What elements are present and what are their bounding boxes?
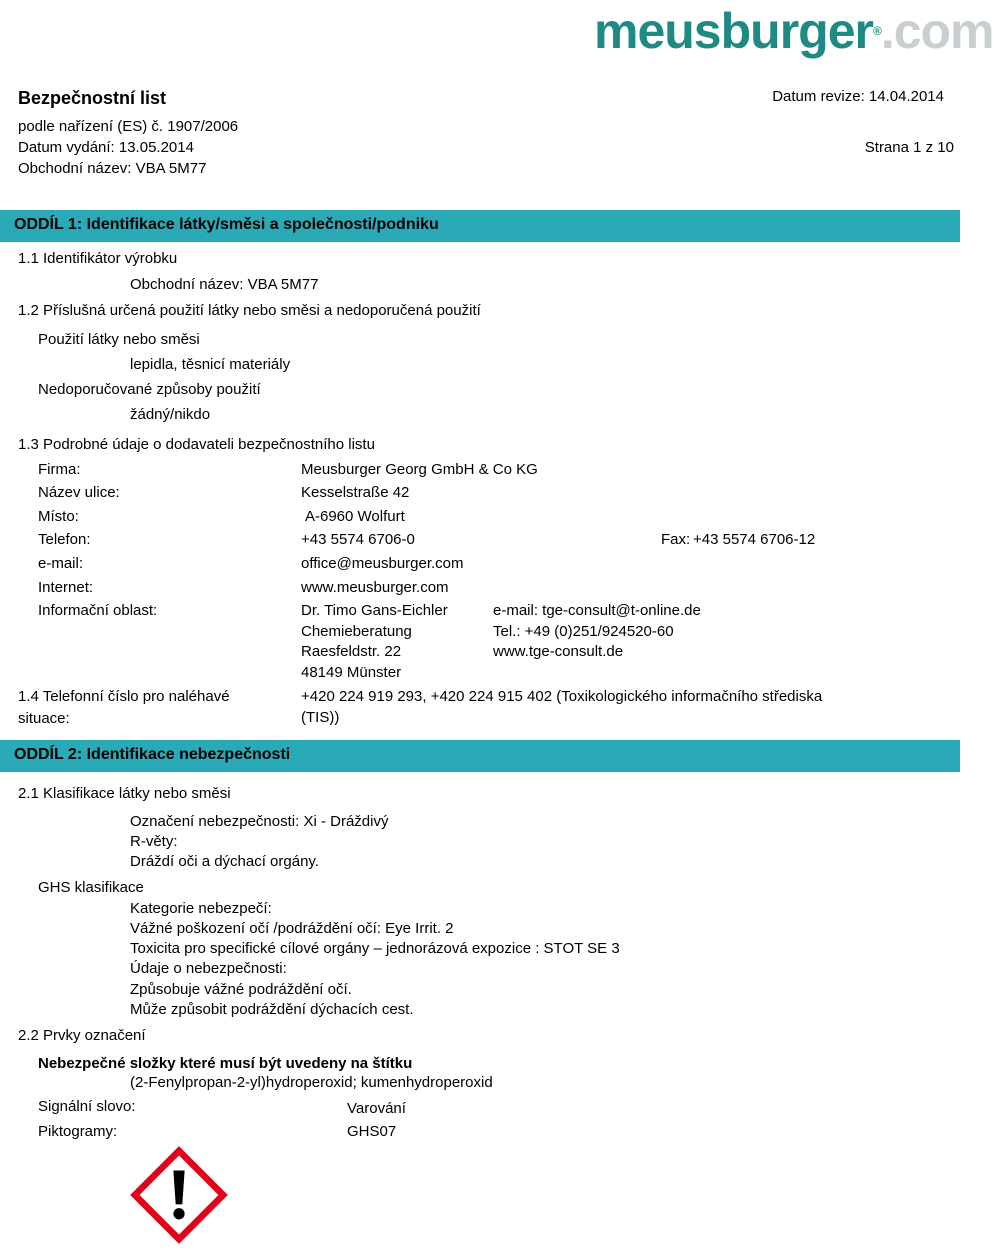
pictogram-label: Piktogramy:	[38, 1123, 118, 1140]
s14-title-line2: situace:	[18, 710, 70, 727]
ghs-line-3: Toxicita pro specifické cílové orgány – jednorázová expozice : STOT SE 3	[130, 940, 620, 957]
signal-word-value: Varování	[347, 1100, 406, 1117]
email-label: e-mail:	[38, 555, 84, 572]
firma-value: Meusburger Georg GmbH & Co KG	[301, 461, 538, 478]
info-contact-street: Raesfeldstr. 22	[301, 643, 402, 660]
info-contact-email: e-mail: tge-consult@t-online.de	[493, 602, 701, 619]
s11-trade-name: Obchodní název: VBA 5M77	[130, 276, 319, 293]
internet-label: Internet:	[38, 579, 94, 596]
info-contact-city: 48149 Münster	[301, 664, 402, 681]
r-phrase: Dráždí oči a dýchací orgány.	[130, 853, 319, 870]
s11-title: 1.1 Identifikátor výrobku	[18, 250, 178, 267]
use-label: Použití látky nebo směsi	[38, 331, 200, 348]
regulation-reference: podle nařízení (ES) č. 1907/2006	[18, 118, 239, 135]
ghs-line-4: Údaje o nebezpečnosti:	[130, 960, 287, 977]
phone-value: +43 5574 6706-0	[301, 531, 415, 548]
exclamation-mark-diamond-icon	[132, 1148, 226, 1242]
issue-date: Datum vydání: 13.05.2014	[18, 139, 194, 156]
s12-title: 1.2 Příslušná určená použití látky nebo směsi a nedoporučená použití	[18, 302, 481, 319]
ghs-line-6: Může způsobit podráždění dýchacích cest.	[130, 1001, 414, 1018]
pictogram-value: GHS07	[347, 1123, 397, 1140]
ghs-line-2: Vážné poškození očí /podráždění očí: Eye Irrit. 2	[130, 920, 454, 937]
r-phrases-label: R-věty:	[130, 833, 178, 850]
dangerous-components-label: Nebezpečné složky které musí být uvedeny na štítku	[38, 1055, 413, 1072]
document-title: Bezpečnostní list	[18, 88, 167, 108]
revision-date: Datum revize: 14.04.2014	[772, 88, 944, 105]
section-1-bar	[0, 210, 960, 242]
ghs-line-5: Způsobuje vážné podráždění očí.	[130, 981, 352, 998]
info-contact-web: www.tge-consult.de	[493, 643, 624, 660]
signal-word-label: Signální slovo:	[38, 1098, 136, 1115]
s14-value-line1: +420 224 919 293, +420 224 915 402 (Toxikologického informačního střediska	[301, 688, 823, 705]
section-2-bar	[0, 740, 960, 772]
page-number: Strana 1 z 10	[864, 139, 954, 156]
section-1-heading: ODDÍL 1: Identifikace látky/směsi a společnosti/podniku	[14, 216, 439, 233]
place-label: Místo:	[38, 508, 79, 525]
ghs-label: GHS klasifikace	[38, 879, 144, 896]
misuse-value: žádný/nikdo	[130, 406, 211, 423]
s21-title: 2.1 Klasifikace látky nebo směsi	[18, 785, 231, 802]
internet-value: www.meusburger.com	[301, 579, 449, 596]
firma-label: Firma:	[38, 461, 81, 478]
info-label: Informační oblast:	[38, 602, 158, 619]
info-contact-company: Chemieberatung	[301, 623, 412, 640]
misuse-label: Nedoporučované způsoby použití	[38, 381, 261, 398]
phone-label: Telefon:	[38, 531, 91, 548]
fax-value: +43 5574 6706-12	[693, 531, 816, 548]
street-label: Název ulice:	[38, 484, 120, 501]
ghs-line-1: Kategorie nebezpečí:	[130, 900, 272, 917]
s14-value-line2: (TIS))	[301, 709, 340, 726]
meusburger-logo	[594, 3, 994, 59]
dangerous-components-value: (2-Fenylpropan-2-yl)hydroperoxid; kumenhydroperoxid	[130, 1074, 493, 1091]
info-contact-name: Dr. Timo Gans-Eichler	[301, 602, 448, 619]
street-value: Kesselstraße 42	[301, 484, 410, 501]
header-trade-name: Obchodní název: VBA 5M77	[18, 160, 207, 177]
s13-title: 1.3 Podrobné údaje o dodavateli bezpečnostního listu	[18, 436, 375, 453]
place-value: A-6960 Wolfurt	[305, 508, 405, 525]
s22-title: 2.2 Prvky označení	[18, 1027, 146, 1044]
fax-label: Fax:	[661, 531, 691, 548]
logo-registered-mark: ®	[872, 24, 881, 38]
email-value: office@meusburger.com	[301, 555, 464, 572]
logo-domain: .com	[880, 3, 994, 59]
use-value: lepidla, těsnicí materiály	[130, 356, 291, 373]
hazard-designation: Označení nebezpečnosti: Xi - Dráždivý	[130, 813, 389, 830]
info-contact-phone: Tel.: +49 (0)251/924520-60	[493, 623, 674, 640]
section-2-heading: ODDÍL 2: Identifikace nebezpečnosti	[14, 746, 291, 763]
logo-brand: meusburger	[594, 3, 873, 59]
s14-title-line1: 1.4 Telefonní číslo pro naléhavé	[18, 688, 230, 705]
